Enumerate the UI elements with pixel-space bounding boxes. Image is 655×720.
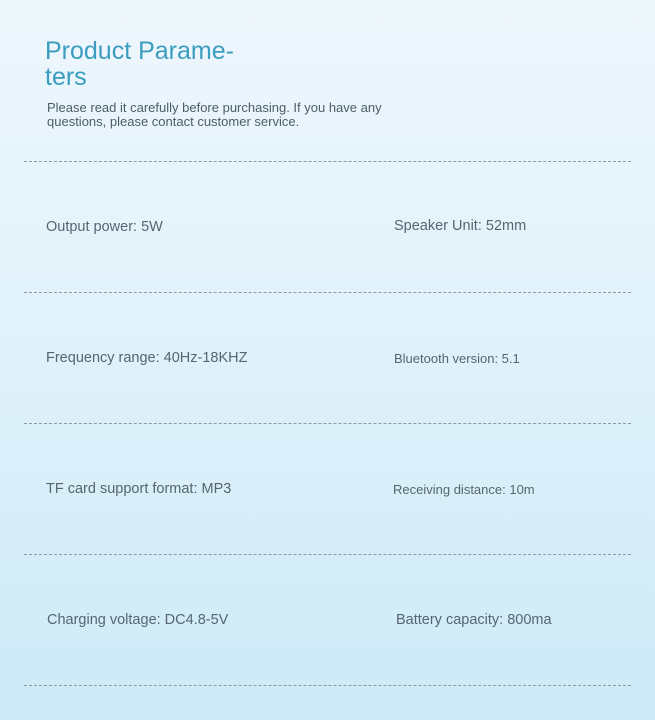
param-output-power: Output power: 5W <box>46 219 163 235</box>
divider <box>24 292 631 293</box>
param-bluetooth-version: Bluetooth version: 5.1 <box>394 351 520 366</box>
divider <box>24 685 631 686</box>
subtitle: Please read it carefully before purchasing. If you have any questions, please contact customer service. <box>47 100 382 129</box>
divider <box>24 554 631 555</box>
title-line-2: ters <box>45 63 87 91</box>
param-receiving-distance: Receiving distance: 10m <box>393 482 535 497</box>
param-battery-capacity: Battery capacity: 800ma <box>396 612 552 628</box>
divider <box>24 423 631 424</box>
param-charging-voltage: Charging voltage: DC4.8-5V <box>47 612 229 628</box>
divider <box>24 161 631 162</box>
title-line-1: Product Parame- <box>45 37 234 65</box>
param-speaker-unit: Speaker Unit: 52mm <box>394 218 527 234</box>
page-title <box>45 38 265 90</box>
param-frequency-range: Frequency range: 40Hz-18KHZ <box>46 350 248 366</box>
param-tf-card-format: TF card support format: MP3 <box>46 481 232 497</box>
